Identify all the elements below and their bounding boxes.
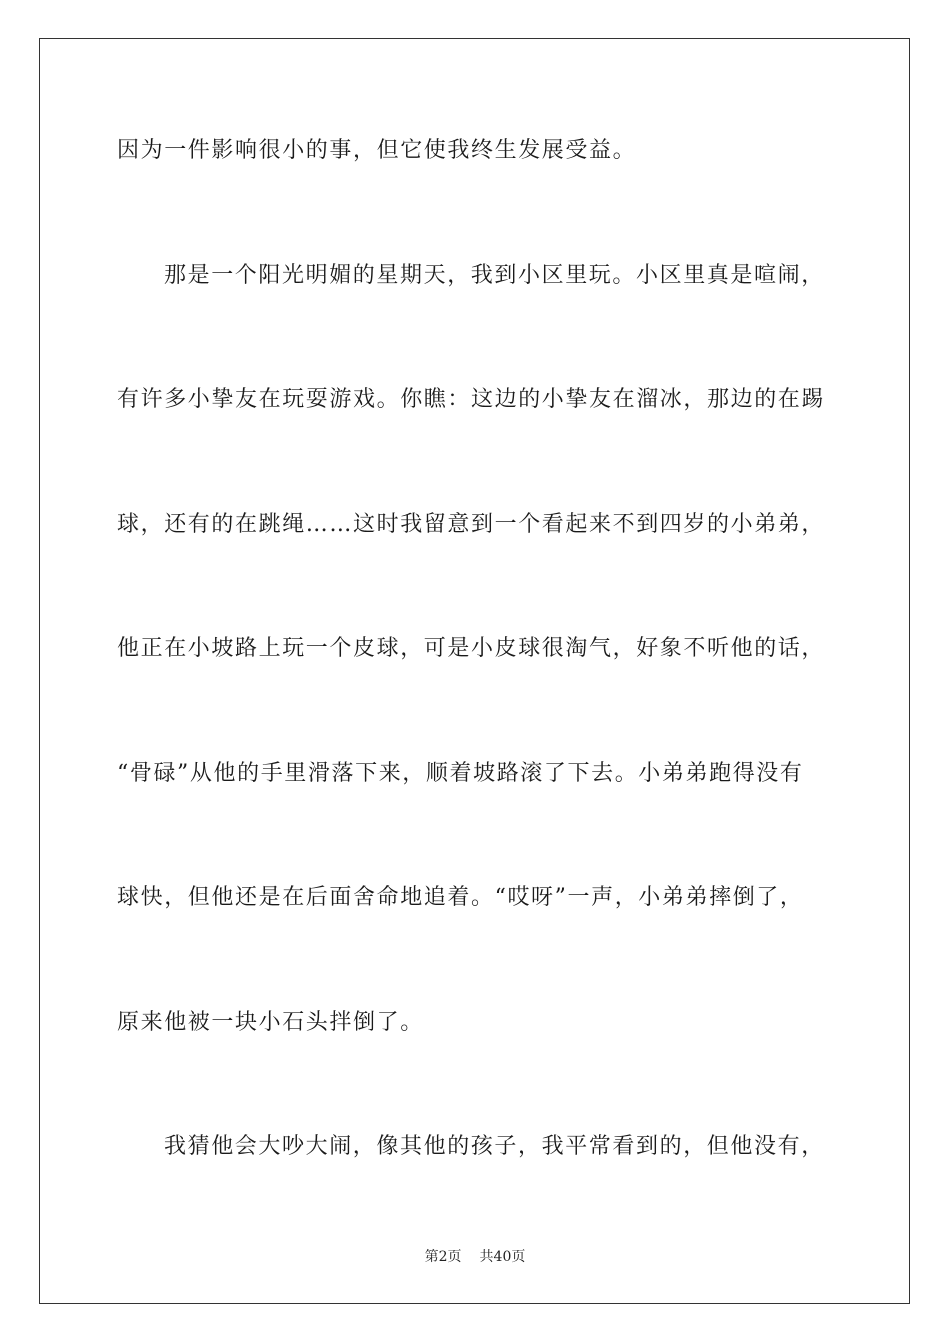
text-line-2: 那是一个阳光明媚的星期天，我到小区里玩。小区里真是喧闹，: [164, 263, 825, 288]
text-line-1: 因为一件影响很小的事，但它使我终生发展受益。: [117, 138, 637, 163]
text-line-6: “骨碌”从他的手里滑落下来，顺着坡路滚了下去。小弟弟跑得没有: [117, 761, 804, 786]
page-total: 共40页: [479, 1249, 526, 1265]
page-footer: [0, 1247, 950, 1267]
page-border: [39, 38, 910, 1304]
text-line-7: 球快，但他还是在后面舍命地追着。“哎呀”一声，小弟弟摔倒了，: [117, 885, 804, 910]
text-line-8: 原来他被一块小石头拌倒了。: [117, 1010, 424, 1035]
text-line-5: 他正在小坡路上玩一个皮球，可是小皮球很淘气，好象不听他的话，: [117, 636, 826, 661]
text-line-3: 有许多小挚友在玩耍游戏。你瞧：这边的小挚友在溜冰，那边的在踢: [117, 387, 826, 412]
page-number: 第2页: [424, 1249, 462, 1265]
text-line-9: 我猜他会大吵大闹，像其他的孩子，我平常看到的，但他没有，: [164, 1134, 825, 1159]
text-line-4: 球，还有的在跳绳……这时我留意到一个看起来不到四岁的小弟弟，: [117, 512, 826, 537]
